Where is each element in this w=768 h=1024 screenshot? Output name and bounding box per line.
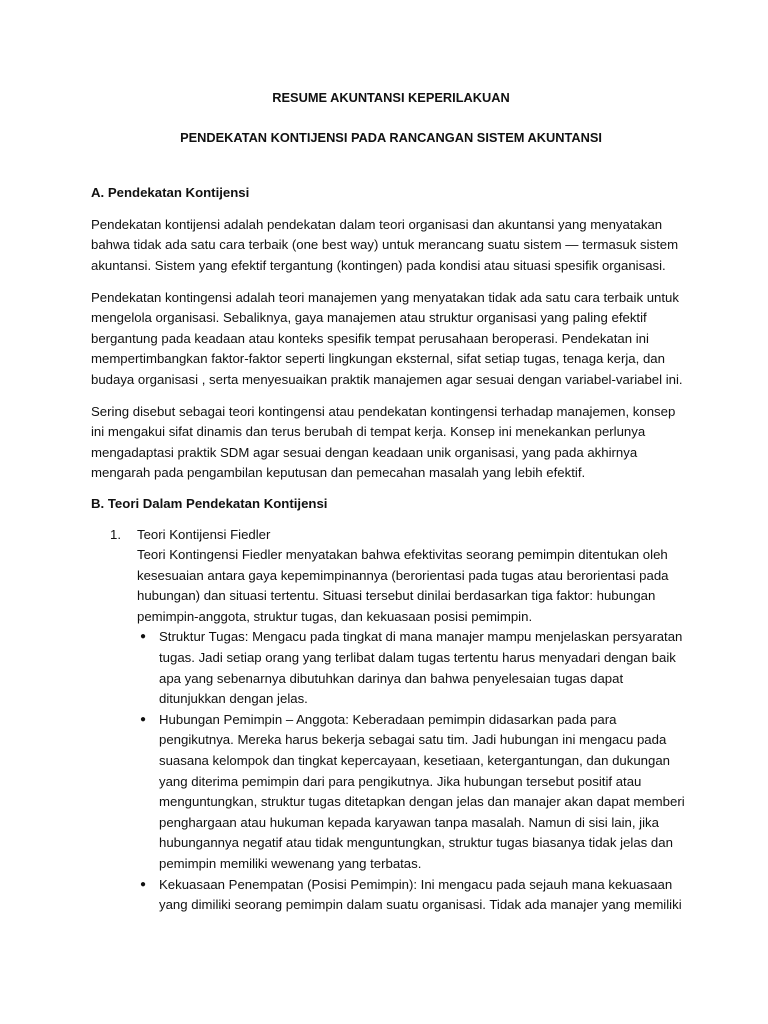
document-subtitle: PENDEKATAN KONTIJENSI PADA RANCANGAN SISTEM AKUNTANSI (180, 129, 602, 145)
bullet-text: Struktur Tugas: Mengacu pada tingkat di mana manajer mampu menjelaskan persyaratan tugas. Jadi setiap orang yang terlibat dalam tugas tertentu harus menyadari dengan baik apa yang sebenarnya dibutuhkan darinya dan bahwa penyelesaian tugas dapat ditunjukkan dengan jelas. (159, 629, 683, 707)
section-a-paragraph-2: Pendekatan kontingensi adalah teori manajemen yang menyatakan tidak ada satu cara terbaik untuk mengelola organisasi. Sebaliknya, gaya manajemen atau struktur organisasi yang paling efektif bergantung pada keadaan atau konteks spesifik tempat perusahaan beroperasi. Pendekatan ini mempertimbangkan faktor-faktor seperti lingkungan eksternal, sifat setiap tugas, tenaga kerja, dan budaya organisasi , serta menyesuaikan praktik manajemen agar sesuai dengan variabel-variabel ini. (91, 289, 683, 387)
numbered-list (91, 525, 691, 916)
bullet-item (137, 710, 691, 875)
bullet-icon: ● (139, 631, 147, 643)
section-a-paragraph-3: Sering disebut sebagai teori kontingensi atau pendekatan kontingensi terhadap manajemen, konsep ini mengakui sifat dinamis dan terus berubah di tempat kerja. Konsep ini menekankan perlunya mengadaptasi praktik SDM agar sesuai dengan keadaan unik organisasi, yang pada akhirnya mengarah pada pengambilan keputusan dan pemecahan masalah yang lebih efektif. (91, 403, 676, 481)
section-a-heading: A. Pendekatan Kontijensi (91, 185, 250, 201)
list-item-description: Teori Kontingensi Fiedler menyatakan bahwa efektivitas seorang pemimpin ditentukan oleh kesesuaian antara gaya kepemimpinannya (berorientasi pada tugas atau berorientasi pada hubungan) dan situasi tertentu. Situasi tersebut dinilai berdasarkan tiga faktor: hubungan pemimpin-anggota, struktur tugas, dan kekuasaan posisi pemimpin. (137, 547, 669, 624)
bullet-list (137, 627, 691, 915)
bullet-icon: ● (139, 713, 147, 725)
section-a-paragraph-1: Pendekatan kontijensi adalah pendekatan dalam teori organisasi dan akuntansi yang menyatakan bahwa tidak ada satu cara terbaik (one best way) untuk merancang suatu sistem — termasuk sistem akuntansi. Sistem yang efektif tergantung (kontingen) pada kondisi atau situasi spesifik organisasi. (91, 216, 679, 273)
list-number: 1. (110, 526, 121, 542)
section-b-heading: B. Teori Dalam Pendekatan Kontijensi (91, 495, 328, 511)
list-item (91, 525, 691, 916)
list-item-title: Teori Kontijensi Fiedler (137, 526, 271, 542)
document-page (91, 88, 691, 916)
bullet-item (137, 875, 691, 916)
bullet-item (137, 627, 691, 709)
document-title: RESUME AKUNTANSI KEPERILAKUAN (272, 90, 510, 105)
bullet-text: Kekuasaan Penempatan (Posisi Pemimpin): Ini mengacu pada sejauh mana kekuasaan yang dimiliki seorang pemimpin dalam suatu organisasi. Tidak ada manajer yang memiliki (159, 876, 682, 913)
bullet-icon: ● (139, 878, 147, 890)
bullet-text: Hubungan Pemimpin – Anggota: Keberadaan pemimpin didasarkan pada para pengikutnya. Mereka harus bekerja sebagai satu tim. Jadi hubungan ini mengacu pada suasana kelompok dan tingkat kepercayaan, kesetiaan, ketergantungan, dan dukungan yang diterima pemimpin dari para pengikutnya. Jika hubungan tersebut positif atau menguntungkan, struktur tugas ditetapkan dengan jelas dan manajer akan dapat memberi penghargaan atau hukuman kepada karyawan tanpa masalah. Namun di sisi lain, jika hubungannya negatif atau tidak menguntungkan, struktur tugas biasanya tidak jelas dan pemimpin memiliki wewenang yang terbatas. (159, 711, 685, 871)
